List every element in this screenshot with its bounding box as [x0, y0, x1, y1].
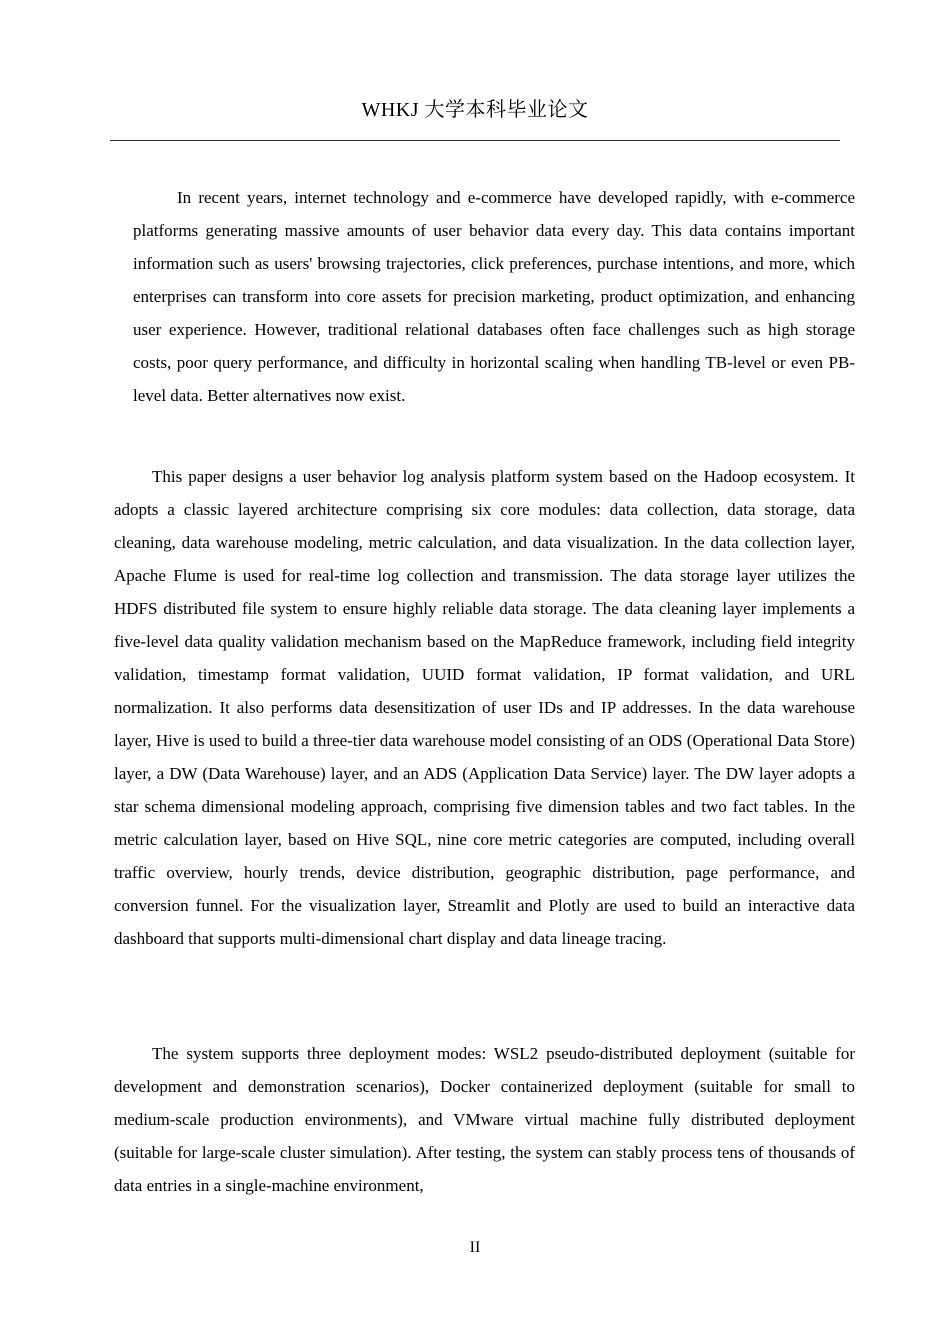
abstract-paragraph-3: The system supports three deployment modes: WSL2 pseudo-distributed deployment (suitable for development and demonstration scenarios), Docker containerized deployment (suitable for small to medium-scale production environments), and VMware virtual machine fully distributed deployment (suitable for large-scale cluster simulation). After testing, the system can stably process tens of thousands of data entries in a single-machine environment,	[114, 1044, 855, 1195]
abstract-paragraph-2: This paper designs a user behavior log analysis platform system based on the Hadoop ecosystem. It adopts a classic layered architecture comprising six core modules: data collection, data storage, data cleaning, data warehouse modeling, metric calculation, and data visualization. In the data collection layer, Apache Flume is used for real-time log collection and transmission. The data storage layer utilizes the HDFS distributed file system to ensure highly reliable data storage. The data cleaning layer implements a five-level data quality validation mechanism based on the MapReduce framework, including field integrity validation, timestamp format validation, UUID format validation, IP format validation, and URL normalization. It also performs data desensitization of user IDs and IP addresses. In the data warehouse layer, Hive is used to build a three-tier data warehouse model consisting of an ODS (Operational Data Store) layer, a DW (Data Warehouse) layer, and an ADS (Application Data Service) layer. The DW layer adopts a star schema dimensional modeling approach, comprising five dimension tables and two fact tables. In the metric calculation layer, based on Hive SQL, nine core metric categories are computed, including overall traffic overview, hourly trends, device distribution, geographic distribution, page performance, and conversion funnel. For the visualization layer, Streamlit and Plotly are used to build an interactive data dashboard that supports multi-dimensional chart display and data lineage tracing.	[114, 467, 855, 948]
page-header-title: WHKJ 大学本科毕业论文	[361, 99, 589, 121]
page-number: II	[469, 1239, 481, 1256]
abstract-paragraph-1: In recent years, internet technology and e-commerce have developed rapidly, with e-commerce platforms generating massive amounts of user behavior data every day. This data contains important information such as users' browsing trajectories, click preferences, purchase intentions, and more, which enterprises can transform into core assets for precision marketing, product optimization, and enhancing user experience. However, traditional relational databases often face challenges such as high storage costs, poor query performance, and difficulty in horizontal scaling when handling TB-level or even PB-level data. Better alternatives now exist.	[133, 188, 855, 405]
header-divider	[110, 140, 840, 141]
